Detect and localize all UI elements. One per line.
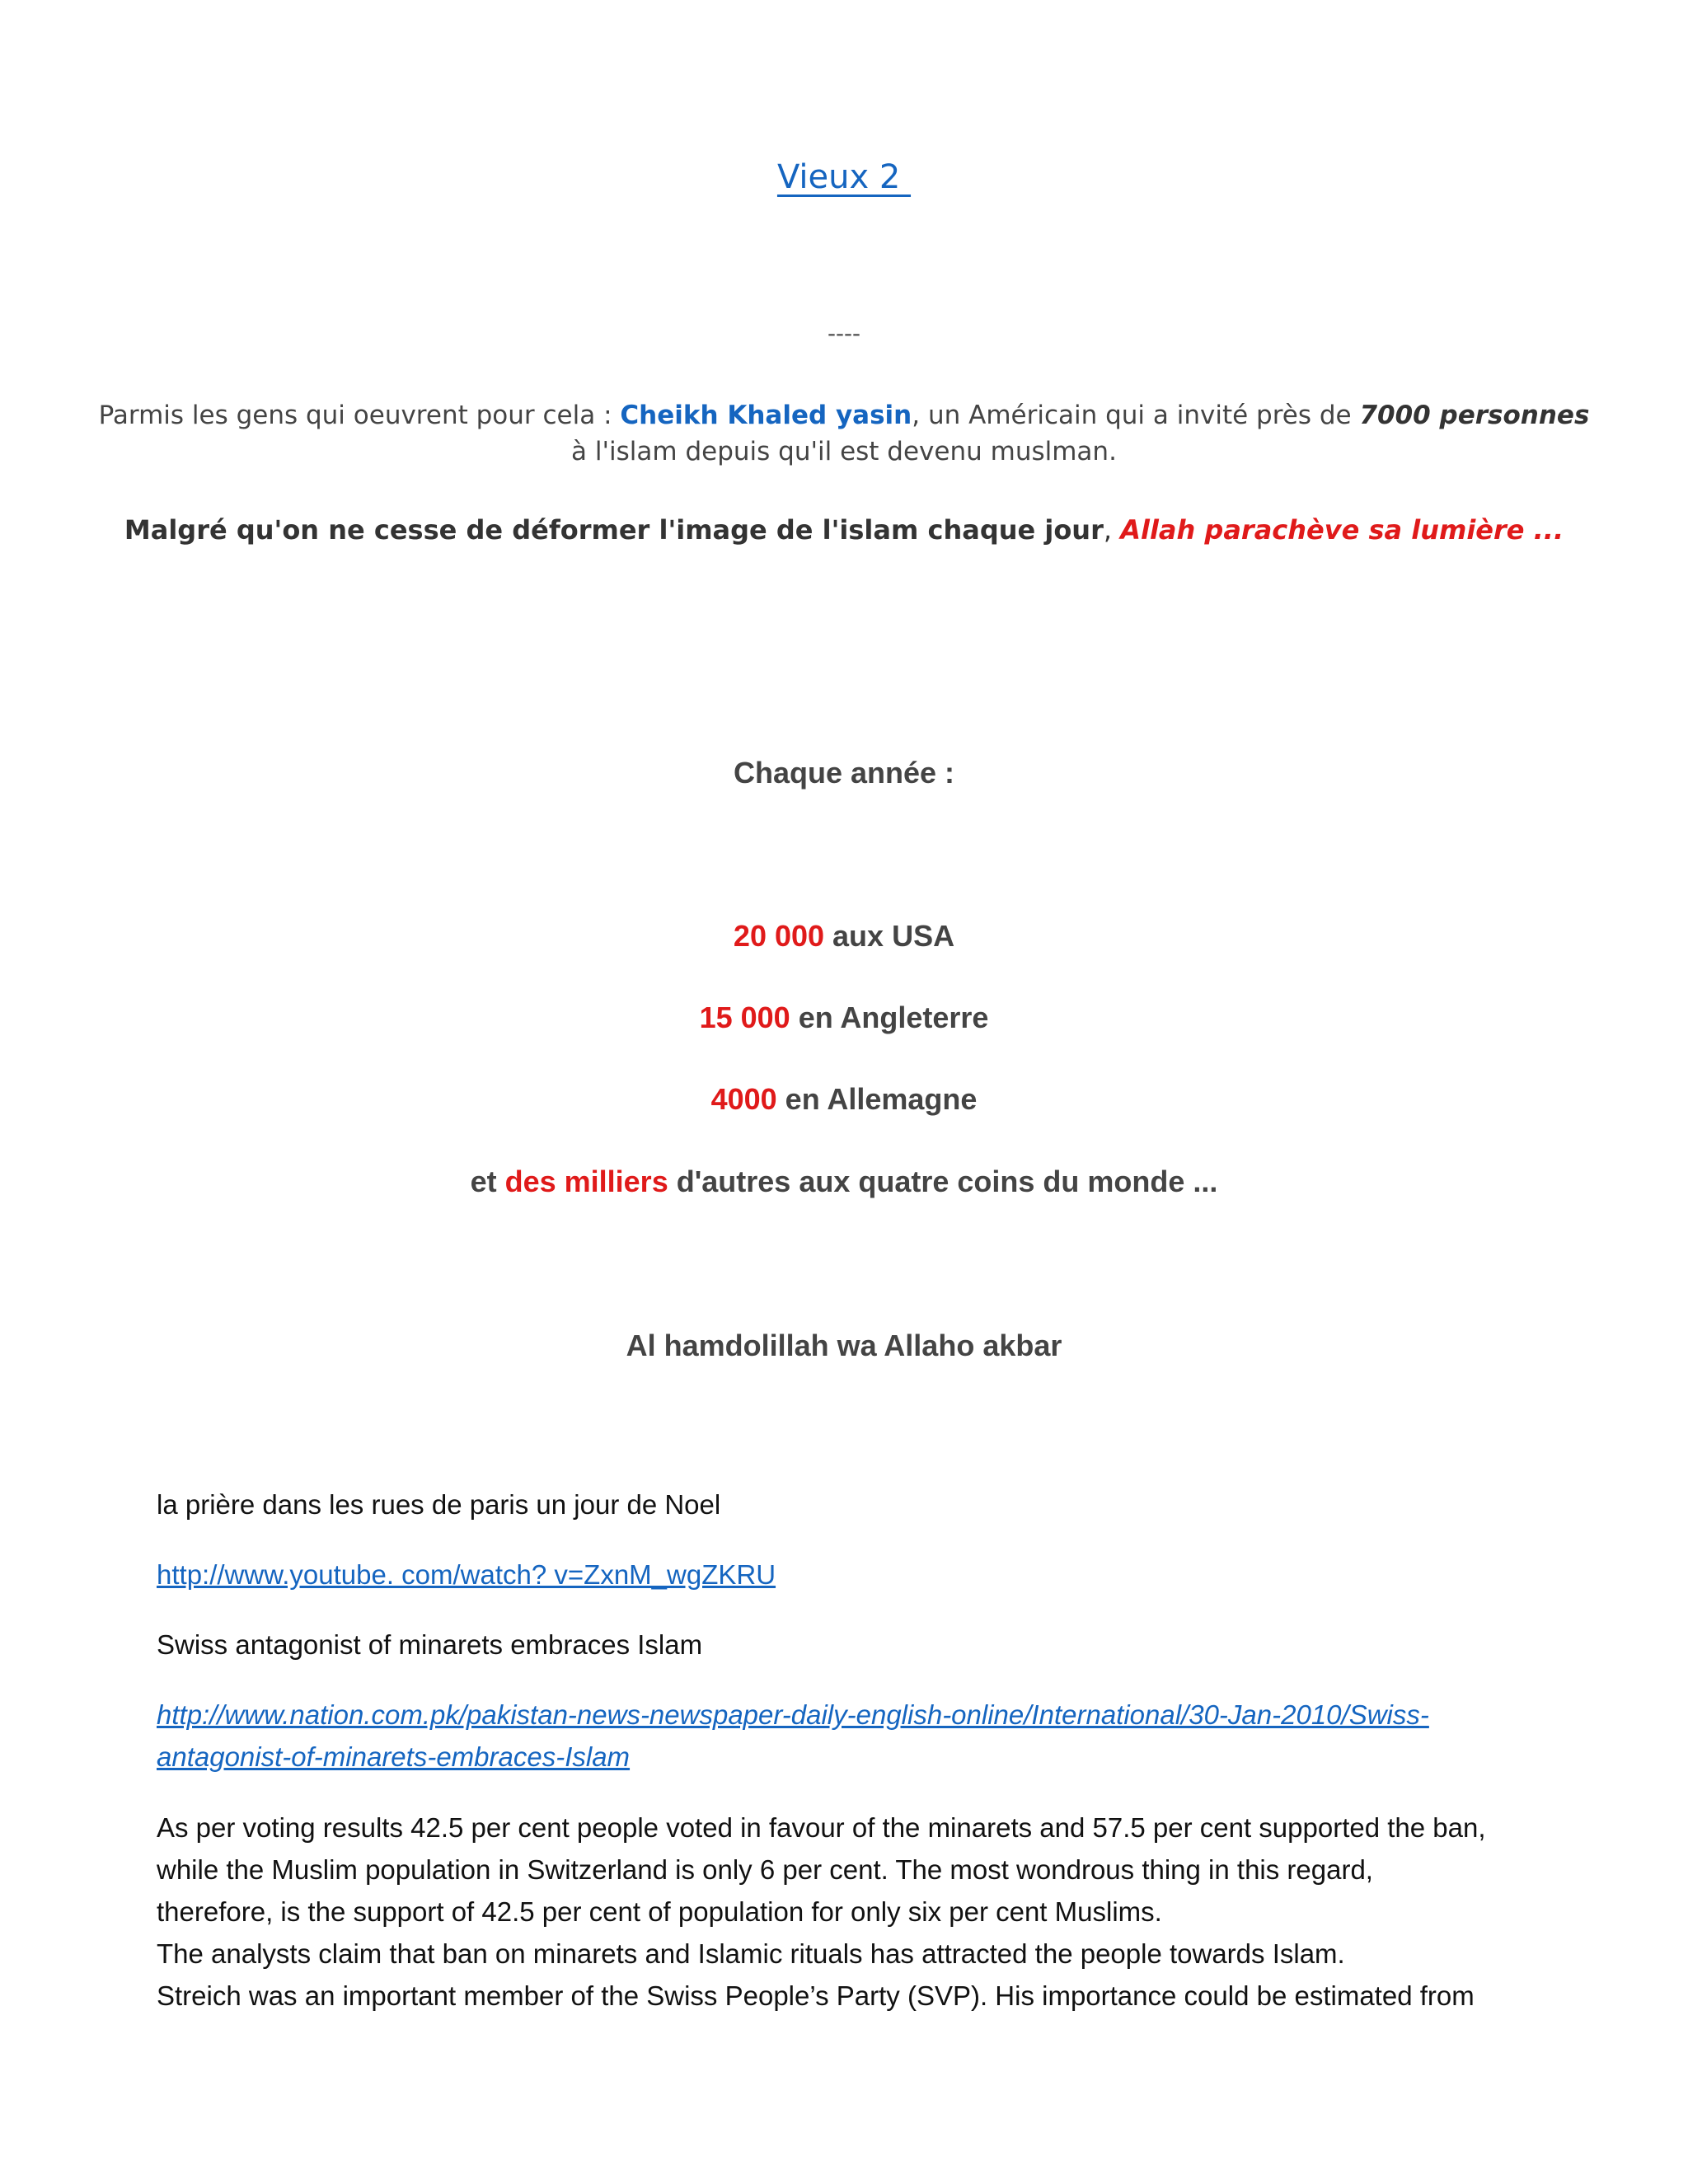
paragraph-line: As per voting results 42.5 per cent people voted in favour of the minarets and 57.5 per cent supported the ban, (157, 1812, 1486, 1843)
stat-label: en Allemagne (776, 1082, 978, 1116)
others-row (0, 1165, 1688, 1199)
hamd-line: Al hamdolillah wa Allaho akbar (626, 1329, 1062, 1362)
article-paragraph (157, 1807, 1541, 2017)
intro-line-1 (0, 397, 1688, 434)
malgre-text: Malgré qu'on ne cesse de déformer l'image de l'islam chaque jour (124, 514, 1104, 546)
malgre-comma: , (1103, 514, 1121, 546)
malgre-highlight: Allah parachève sa lumière ... (1120, 514, 1564, 546)
separator: ---- (828, 320, 860, 347)
people-count: 7000 personnes (1359, 401, 1590, 430)
youtube-link[interactable]: http://www.youtube. com/watch? v=ZxnM_wgZKRU (157, 1559, 776, 1590)
malgre-sentence (0, 514, 1688, 546)
others-prefix: et (470, 1165, 505, 1198)
intro-line-2: à l'islam depuis qu'il est devenu muslman. (571, 437, 1117, 466)
person-name: Cheikh Khaled yasin (620, 401, 912, 430)
paragraph-line: Streich was an important member of the Swiss People’s Party (SVP). His importance could be estimated from (157, 1980, 1475, 2011)
intro-text: Parmis les gens qui oeuvrent pour cela : (98, 401, 621, 430)
stat-label: en Angleterre (790, 1001, 989, 1034)
others-suffix: d'autres aux quatre coins du monde ... (668, 1165, 1218, 1198)
paragraph-line: therefore, is the support of 42.5 per cent of population for only six per cent Muslims. (157, 1896, 1162, 1927)
stat-label: aux USA (824, 919, 955, 953)
stat-row (0, 1082, 1688, 1117)
intro-paragraph (0, 397, 1688, 470)
nation-link-line-2[interactable]: antagonist-of-minarets-embraces-Islam (157, 1741, 631, 1772)
stat-row (0, 1001, 1688, 1035)
stat-number: 15 000 (699, 1001, 790, 1034)
page-title[interactable]: Vieux 2 (776, 158, 912, 196)
nation-link-line-1[interactable]: http://www.nation.com.pk/pakistan-news-newspaper-daily-english-online/International/30-Jan-2010/Swiss- (157, 1699, 1429, 1730)
paragraph-line: The analysts claim that ban on minarets and Islamic rituals has attracted the people towards Islam. (157, 1938, 1345, 1969)
stat-number: 20 000 (733, 919, 825, 953)
nation-link[interactable] (157, 1694, 1541, 1778)
others-highlight: des milliers (504, 1165, 668, 1198)
swiss-caption: Swiss antagonist of minarets embraces Islam (157, 1629, 703, 1660)
stat-row (0, 919, 1688, 954)
priere-caption: la prière dans les rues de paris un jour de Noel (157, 1489, 721, 1520)
chaque-heading: Chaque année : (733, 756, 955, 790)
stat-number: 4000 (710, 1082, 777, 1116)
intro-text-2: , un Américain qui a invité près de (912, 401, 1360, 430)
paragraph-line: while the Muslim population in Switzerland is only 6 per cent. The most wondrous thing in this regard, (157, 1854, 1373, 1885)
